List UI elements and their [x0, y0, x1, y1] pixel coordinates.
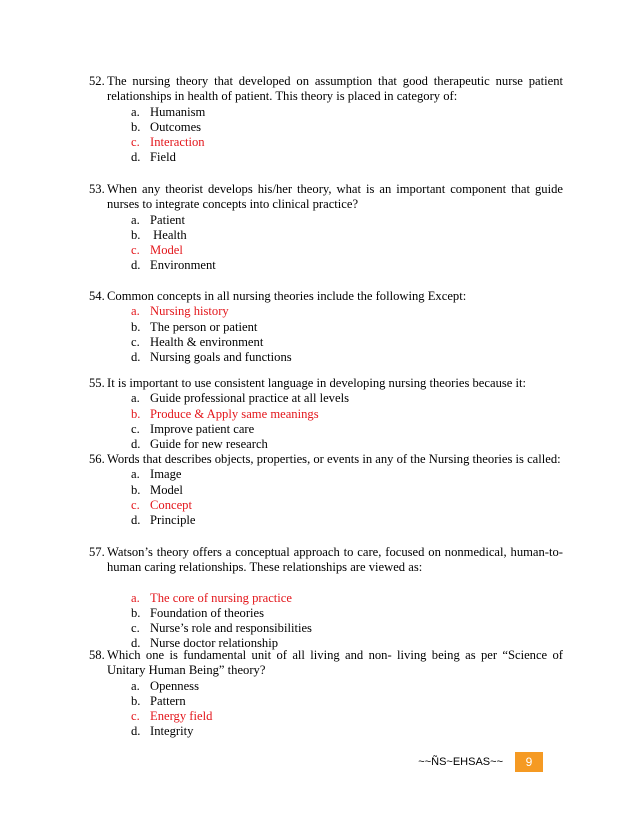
option-c-correct: c. Energy field: [131, 709, 213, 724]
option-d: d. Principle: [131, 513, 196, 528]
option-d: d. Field: [131, 150, 176, 165]
option-b: b. Foundation of theories: [131, 605, 265, 620]
page-number-badge: 9: [515, 752, 543, 772]
question-number: 54.: [89, 289, 105, 303]
option-d: d. Nurse doctor relationship: [131, 636, 279, 651]
option-d: d. Environment: [131, 258, 216, 273]
option-list: [89, 467, 563, 528]
question-stem: [89, 545, 563, 576]
question-text: The nursing theory that developed on assumption that good therapeutic nurse patient relationships in health of patient. This theory is placed in category of:: [107, 74, 563, 104]
option-d: d. Guide for new research: [131, 437, 268, 452]
option-a-correct: a. Nursing history: [131, 304, 229, 319]
option-d: d. Integrity: [131, 724, 194, 739]
question-stem: [89, 182, 563, 213]
option-a: a. Humanism: [131, 104, 206, 119]
question-text: Which one is fundamental unit of all living and non- living being as per “Science of Unitary Human Being” theory?: [107, 648, 563, 678]
option-c-correct: c. Interaction: [131, 135, 205, 150]
question-text: When any theorist develops his/her theory, what is an important component that guide nurses to integrate concepts into clinical practice?: [107, 182, 563, 212]
option-b: b. Health: [131, 227, 187, 242]
option-a: a. Guide professional practice at all levels: [131, 391, 349, 406]
option-a: a. Openness: [131, 678, 199, 693]
question-number: 56.: [89, 452, 105, 466]
option-a: a. Patient: [131, 212, 185, 227]
option-list: [89, 213, 563, 274]
option-c: c. Health & environment: [131, 334, 264, 349]
option-a-correct: a. The core of nursing practice: [131, 590, 292, 605]
option-c-correct: c. Concept: [131, 497, 192, 512]
question-number: 58.: [89, 648, 105, 662]
question-58: [89, 648, 563, 740]
question-text: Watson’s theory offers a conceptual approach to care, focused on nonmedical, human-to-human caring relationships. These relationships are viewed as:: [107, 545, 563, 575]
question-stem: [89, 648, 563, 679]
question-54: [89, 289, 563, 365]
question-stem: [89, 74, 563, 105]
option-list: [89, 304, 563, 365]
option-b-correct: b. Produce & Apply same meanings: [131, 406, 319, 421]
option-b: b. Outcomes: [131, 119, 202, 134]
question-stem: [89, 289, 563, 304]
page-footer: [418, 752, 543, 772]
question-57: [89, 545, 563, 652]
option-c-correct: c. Model: [131, 243, 183, 258]
option-list: [89, 105, 563, 166]
footer-signature: ~~ÑS~EHSAS~~: [418, 756, 503, 768]
option-b: b. Model: [131, 482, 183, 497]
question-number: 52.: [89, 74, 105, 88]
option-a: a. Image: [131, 467, 182, 482]
option-b: b. The person or patient: [131, 319, 258, 334]
question-53: [89, 182, 563, 274]
question-stem: [89, 376, 563, 391]
question-text: It is important to use consistent language in developing nursing theories because it:: [107, 376, 527, 390]
option-c: c. Improve patient care: [131, 421, 255, 436]
option-c: c. Nurse’s role and responsibilities: [131, 621, 312, 636]
question-number: 55.: [89, 376, 105, 390]
option-list: [89, 391, 563, 452]
question-text: Words that describes objects, properties, or events in any of the Nursing theories is called:: [107, 452, 561, 466]
option-list: [89, 591, 563, 652]
option-b: b. Pattern: [131, 693, 186, 708]
option-d: d. Nursing goals and functions: [131, 350, 292, 365]
question-number: 57.: [89, 545, 105, 559]
question-56: [89, 452, 563, 528]
question-52: [89, 74, 563, 166]
question-55: [89, 376, 563, 452]
question-stem: [89, 452, 563, 467]
question-number: 53.: [89, 182, 105, 196]
option-list: [89, 679, 563, 740]
question-text: Common concepts in all nursing theories include the following Except:: [107, 289, 467, 303]
